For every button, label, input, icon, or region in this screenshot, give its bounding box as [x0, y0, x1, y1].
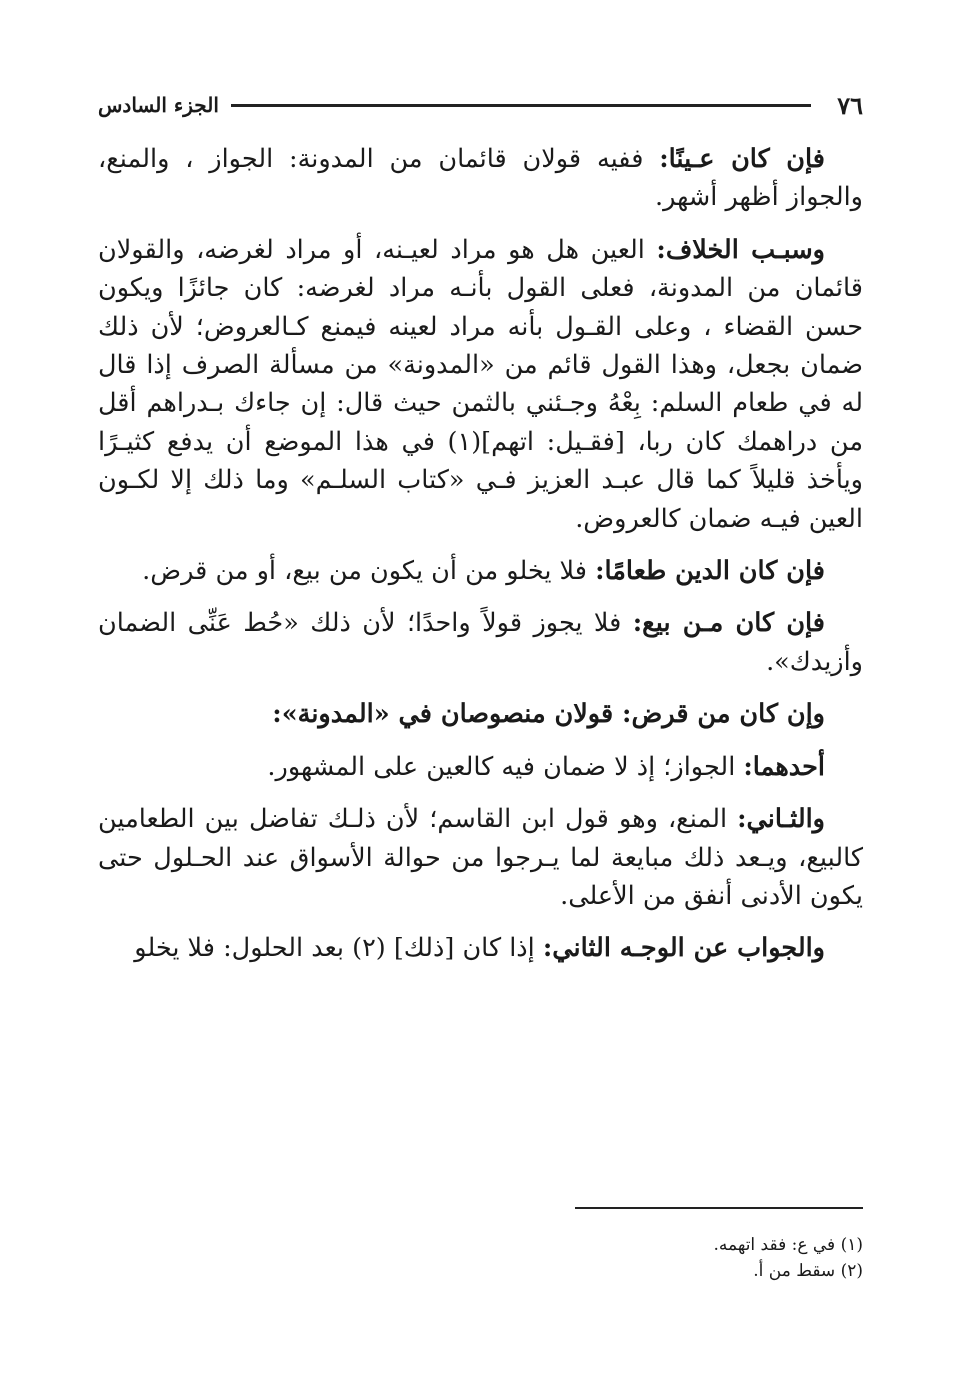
paragraph-text: العين هل هو مراد لعيـنه، أو مراد لغرضه، والقولان قائمان من المدونة، فعلى القول بأنـه مراد لغرضه: كان جائزًا ويكون حسن القضاء ، وعلى القـول بأنه مراد لعينه فيمنع كـالعروض؛ لأن ذلك ضمان بجعل، وهذا القول قائم من «المدونة» من مسألة الصرف إذا قال له في طعام السلم: بِعْهُ وجـئني بالثمن حيث قال: إن جاءك بـدراهم أقل من دراهمك كان ربا، [فقـيل: اتهم](١) في هذا الموضع أن يدفع كثيـرًا ويأخذ قليلاً كما قال عبـد العزيز فـي «كتاب السلـم» وما ذلك إلا لكـون العين فيـه ضمان كالعروض. — [98, 234, 863, 534]
paragraph-lead: والجواب عن الوجـه الثاني: — [542, 933, 825, 964]
paragraph-text: فلا يجوز قولاً واحدًا؛ لأن ذلك «حُط عَنِّى الضمان وأزيدك». — [98, 608, 863, 677]
paragraph — [98, 604, 863, 681]
paragraph-text: المنع، وهو قول ابن القاسم؛ لأن ذلـك تفاضل بين الطعامين كالبيع، ويـعد ذلك مبايعة لما يـرجوا من حوالة الأسواق عند الحـلول حتى يكون الأدنى أنفق من الأعلى. — [98, 804, 863, 911]
paragraph — [98, 748, 863, 786]
paragraph — [98, 800, 863, 915]
paragraph — [98, 552, 863, 590]
page-number: ٧٦ — [837, 90, 863, 120]
paragraph-lead: فإن كان مـن بيع: — [632, 608, 825, 639]
page-header — [98, 88, 863, 122]
paragraph — [98, 929, 863, 967]
page-body — [98, 140, 863, 982]
footnote: (١) في ع: فقد اتهمه. — [713, 1235, 863, 1255]
footnotes — [300, 1232, 863, 1284]
footnote-rule — [575, 1207, 863, 1209]
header-rule — [231, 104, 811, 107]
paragraph-lead: فإن كان الدين طعامًا: — [595, 556, 825, 587]
footnote: (٢) سقط من أ. — [753, 1261, 863, 1281]
paragraph-lead: والثـاني: — [737, 804, 825, 835]
paragraph-text: إذا كان [ذلك] (٢) بعد الحلول: فلا يخلو — [134, 933, 543, 964]
paragraph — [98, 231, 863, 538]
paragraph-text: ففيه قولان قائمان من المدونة: الجواز ، والمنع، والجواز أظهر أشهر. — [98, 144, 863, 213]
paragraph — [98, 695, 863, 733]
paragraph-text: فلا يخلو من أن يكون من بيع، أو من قرض. — [142, 556, 596, 587]
paragraph-lead: وإن كان من قرض: قولان منصوصان في «المدونة»: — [272, 699, 825, 730]
paragraph — [98, 140, 863, 217]
paragraph-lead: وسبـب الخلاف: — [656, 234, 825, 265]
running-title: الجزء السادس — [98, 93, 219, 117]
paragraph-lead: فإن كان عـينًا: — [659, 144, 825, 174]
paragraph-text: الجواز؛ إذ لا ضمان فيه كالعين على المشهور. — [267, 751, 744, 782]
paragraph-lead: أحدهما: — [743, 751, 825, 782]
